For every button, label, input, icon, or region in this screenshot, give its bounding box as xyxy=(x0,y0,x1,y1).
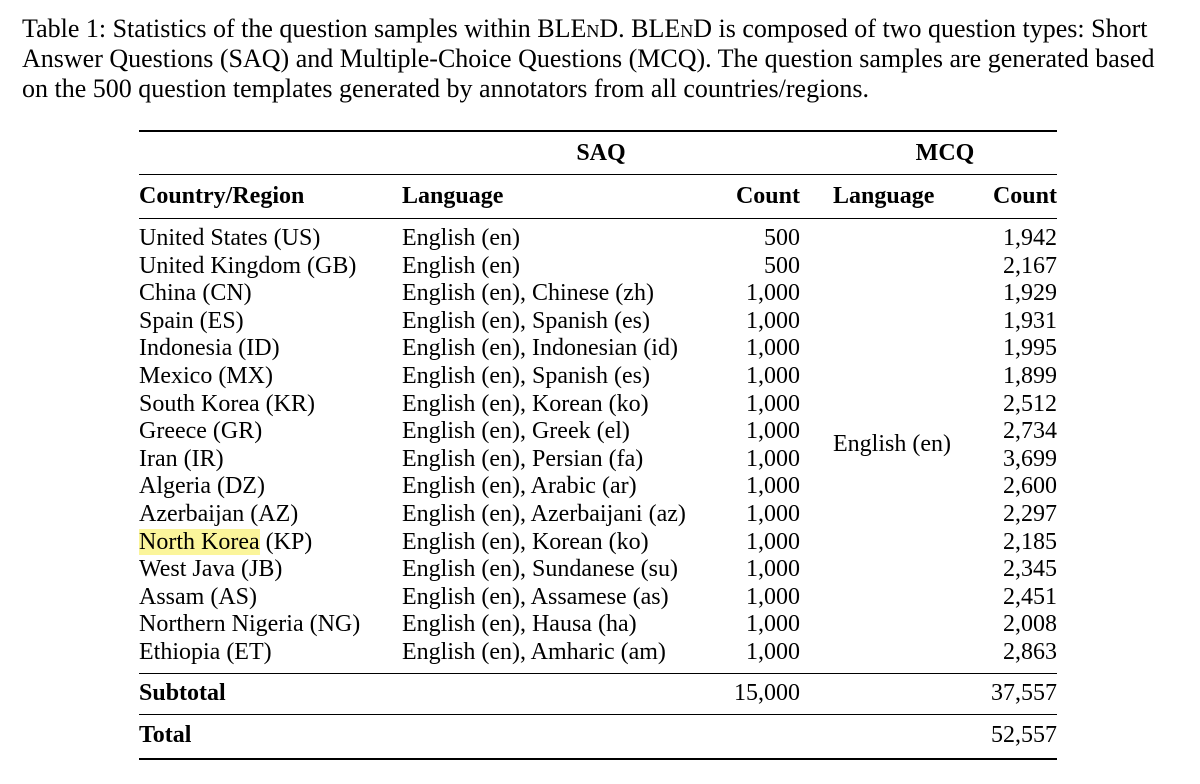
row-country: Iran (IR) xyxy=(139,445,224,472)
row-mcq-count: 2,734 xyxy=(1003,418,1057,445)
row-country: Mexico (MX) xyxy=(139,363,273,389)
row-saq-count: 1,000 xyxy=(746,418,800,445)
row-saq-count: 1,000 xyxy=(746,528,800,555)
mcq-group-header: MCQ xyxy=(915,140,975,166)
row-mcq-count: 1,995 xyxy=(1003,335,1057,362)
header-mcq-count: Count xyxy=(992,183,1057,209)
header-country: Country/Region xyxy=(139,183,305,209)
row-country: Ethiopia (ET) xyxy=(139,639,272,665)
row-saq-language: English (en), Korean (ko) xyxy=(402,390,649,417)
row-saq-count: 1,000 xyxy=(746,280,800,307)
row-saq-count: 1,000 xyxy=(746,583,800,610)
header-mcq-language: Language xyxy=(833,183,935,209)
row-country: Spain (ES) xyxy=(139,307,244,334)
row-saq-language: English (en), Spanish (es) xyxy=(402,307,650,334)
bottom-rule xyxy=(139,758,1057,760)
row-mcq-count: 2,863 xyxy=(1003,639,1057,665)
caption-rest: is composed of two question types: Short Answer Questions (SAQ) and Multiple-Choice Questions (MCQ). The question samples are generated based on the 500 question templates generated by annotators from all countries/regions. xyxy=(22,14,1155,103)
subtotal-label: Subtotal xyxy=(139,680,226,706)
row-saq-count: 1,000 xyxy=(746,363,800,389)
row-mcq-count: 2,297 xyxy=(1003,501,1057,527)
caption-blend-name: BLEnD xyxy=(537,14,619,43)
caption-separator: . xyxy=(618,14,632,43)
row-mcq-count: 2,451 xyxy=(1003,583,1057,610)
header-saq-language: Language xyxy=(402,183,504,209)
row-saq-language: English (en), Greek (el) xyxy=(402,418,630,445)
row-saq-language: English (en), Hausa (ha) xyxy=(402,611,637,638)
caption-blend-name-2: BLEnD xyxy=(631,14,713,43)
row-country: Assam (AS) xyxy=(139,583,257,610)
row-saq-language: English (en), Indonesian (id) xyxy=(402,335,678,362)
row-saq-count: 1,000 xyxy=(746,556,800,583)
row-saq-language: English (en), Persian (fa) xyxy=(402,445,644,472)
row-country: Azerbaijan (AZ) xyxy=(139,501,299,527)
row-saq-language: English (en), Azerbaijani (az) xyxy=(402,501,686,527)
total-count: 52,557 xyxy=(991,722,1057,748)
row-mcq-count: 3,699 xyxy=(1003,445,1057,472)
row-mcq-count: 2,512 xyxy=(1003,390,1057,417)
row-country: Indonesia (ID) xyxy=(139,335,280,362)
row-saq-count: 1,000 xyxy=(746,445,800,472)
row-saq-language: English (en), Sundanese (su) xyxy=(402,556,678,583)
mcq-language-merged: English (en) xyxy=(833,431,951,457)
row-mcq-count: 1,931 xyxy=(1003,307,1057,334)
row-mcq-count: 2,600 xyxy=(1003,473,1057,500)
row-mcq-count: 2,345 xyxy=(1003,556,1057,583)
row-saq-language: English (en), Chinese (zh) xyxy=(402,280,654,307)
row-country: Algeria (DZ) xyxy=(139,473,265,500)
country-code: (KP) xyxy=(259,528,313,555)
row-saq-count: 1,000 xyxy=(746,335,800,362)
row-country: United States (US) xyxy=(139,225,321,251)
subtotal-mcq-count: 37,557 xyxy=(991,680,1057,706)
row-saq-count: 1,000 xyxy=(746,307,800,334)
row-saq-language: English (en), Amharic (am) xyxy=(402,639,666,665)
row-saq-language: English (en) xyxy=(402,225,520,251)
header-rule xyxy=(139,218,1057,219)
row-mcq-count: 2,185 xyxy=(1003,528,1057,555)
row-country: South Korea (KR) xyxy=(139,390,315,417)
total-label: Total xyxy=(139,722,192,748)
header-saq-count: Count xyxy=(735,183,800,209)
group-rule xyxy=(139,174,1057,175)
row-country xyxy=(139,528,312,556)
row-saq-count: 1,000 xyxy=(746,473,800,500)
row-country: West Java (JB) xyxy=(139,556,283,583)
total-rule xyxy=(139,714,1057,715)
row-saq-count: 1,000 xyxy=(746,639,800,665)
row-saq-count: 500 xyxy=(764,252,800,279)
top-rule xyxy=(139,130,1057,132)
row-saq-count: 1,000 xyxy=(746,390,800,417)
row-saq-language: English (en), Assamese (as) xyxy=(402,583,669,610)
row-country: China (CN) xyxy=(139,280,252,307)
row-mcq-count: 1,942 xyxy=(1003,225,1057,251)
row-saq-language: English (en) xyxy=(402,252,520,279)
saq-group-header: SAQ xyxy=(576,140,626,166)
row-mcq-count: 2,008 xyxy=(1003,611,1057,638)
subtotal-rule xyxy=(139,673,1057,674)
row-country: Greece (GR) xyxy=(139,418,263,445)
row-mcq-count: 1,929 xyxy=(1003,280,1057,307)
row-country: United Kingdom (GB) xyxy=(139,252,357,279)
table-caption xyxy=(22,14,1182,104)
row-country: Northern Nigeria (NG) xyxy=(139,611,361,638)
row-saq-language: English (en), Arabic (ar) xyxy=(402,473,637,500)
subtotal-saq-count: 15,000 xyxy=(734,680,800,706)
row-saq-count: 1,000 xyxy=(746,501,800,527)
row-saq-language: English (en), Spanish (es) xyxy=(402,363,650,389)
row-mcq-count: 2,167 xyxy=(1003,252,1057,279)
row-saq-count: 500 xyxy=(764,225,800,251)
row-saq-language: English (en), Korean (ko) xyxy=(402,528,649,555)
caption-prefix: Table 1: Statistics of the question samples within xyxy=(22,14,538,43)
highlighted-text: North Korea xyxy=(139,528,260,555)
row-mcq-count: 1,899 xyxy=(1003,363,1057,389)
row-saq-count: 1,000 xyxy=(746,611,800,638)
